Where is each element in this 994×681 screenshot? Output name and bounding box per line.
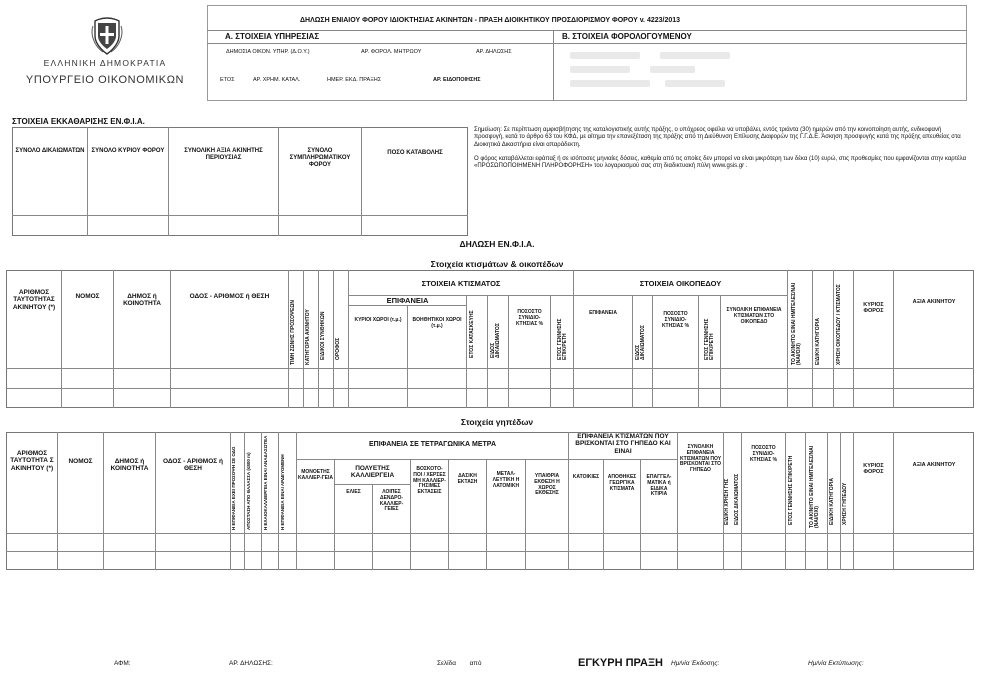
settlement-col-2: ΣΥΝΟΛΟ ΚΥΡΙΟΥ ΦΟΡΟΥ	[91, 148, 165, 154]
b-col-eidikoi: ΕΙΔΙΚΟΙ ΣΥΝΘΗΚΩΝ	[320, 311, 326, 360]
f-col-monoeteis: ΜΟΝΟΕΤΗΣ ΚΑΛΛΙΕΡ-ΓΕΙΑ	[298, 469, 333, 481]
settlement-col-3: ΣΥΝΟΛΙΚΗ ΑΞΙΑ ΑΚΙΝΗΤΗΣ ΠΕΡΙΟΥΣΙΑΣ	[184, 148, 263, 161]
f-col-axia: ΑΞΙΑ ΑΚΙΝΗΤΟΥ	[912, 462, 956, 468]
b-col-odos: ΟΔΟΣ - ΑΡΙΘΜΟΣ ή ΘΕΣΗ	[189, 293, 270, 300]
b-col-axia: ΑΞΙΑ ΑΚΙΝΗΤΟΥ	[912, 299, 956, 305]
f-col-prosopsi: Η ΕΠΙΦΑΝΕΙΑ ΕΧΕΙ ΠΡΟΣΟΨΗ ΣΕ ΟΔΟ	[231, 446, 236, 530]
buildings-subtitle: Στοιχεία κτισμάτων & οικοπέδων	[430, 259, 564, 269]
settlement-col-5: ΠΟΣΟ ΚΑΤΑΒΟΛΗΣ	[387, 150, 443, 156]
f-col-apothikes: ΑΠΟΘΗΚΕΣ ΓΕΩΡΓΙΚΑ ΚΤΙΣΜΑΤΑ	[607, 474, 637, 492]
settlement-col-4: ΣΥΝΟΛΟ ΣΥΜΠΛΗΡΩΜΑΤΙΚΟΥ ΦΟΡΟΥ	[289, 148, 351, 168]
f-col-elies: ΕΛΙΕΣ	[346, 489, 361, 495]
a-row2-field-4: ΑΡ. ΕΙΔΟΠΟΙΗΣΗΣ	[433, 77, 481, 83]
footer-print-date: Ημ/νία Εκτύπωσης:	[808, 660, 864, 667]
b-oikopedou-title: ΣΤΟΙΧΕΙΑ ΟΙΚΟΠΕΔΟΥ	[639, 279, 722, 288]
footer-afm: ΑΦΜ:	[114, 660, 131, 667]
b-col-nomos: ΝΟΜΟΣ	[75, 293, 100, 300]
f-col-anadasotea: Η ΕΛΑΙΟΚΑΛΛΙΕΡΓΕΙΑ ΕΙΝΑΙ ΑΝΑΔΑΣΩΤΕΑ	[263, 435, 268, 530]
f-col-epagg: ΕΠΑΓΓΕΛ-ΜΑΤΙΚΑ ή ΕΙΔΙΚΑ ΚΤΙΡΙΑ	[646, 474, 672, 498]
f-col-eidos-dik: ΕΙΔΟΣ ΔΙΚΑΙΩΜΑΤΟΣ	[734, 473, 740, 525]
footer-page-label: Σελίδα	[437, 660, 456, 667]
f-polyeteis-title: ΠΟΛΥΕΤΗΣ ΚΑΛΛΙΕΡΓΕΙΑ	[350, 465, 395, 480]
emblem-block	[12, 16, 198, 96]
b-o-epif: ΕΠΙΦΑΝΕΙΑ	[589, 310, 617, 316]
a-row1-field-3: ΑΡ. ΔΗΛΩΣΗΣ	[476, 49, 512, 55]
f-col-eidiki-xrisi: ΕΙΔΙΚΗ ΧΡΗΣΗ ΓΗΣ	[724, 478, 730, 525]
b-col-pososto: ΠΟΣΟΣΤΟ ΣΥΝΙΔΙΟ-ΚΤΗΣΙΑΣ %	[515, 309, 544, 327]
b-col-id: ΑΡΙΘΜΟΣ ΤΑΥΤΟΤΗΤΑΣ ΑΚΙΝΗΤΟΥ (*)	[12, 289, 56, 311]
f-col-metal: ΜΕΤΑΛ-ΛΕΥΤΙΚΗ Η ΛΑΤΟΜΙΚΗ	[492, 471, 520, 489]
b-col-timi-zonis: ΤΙΜΗ ΖΩΝΗΣ ΠΡΟΣΟΨΕΩΝ	[290, 299, 296, 365]
f-col-apostasi: ΑΠΟΣΤΑΣΗ ΑΠΟ ΘΑΛΑΣΣΑ (≤800 m)	[246, 452, 251, 530]
b-col-kyrios: ΚΥΡΙΟΣ ΦΟΡΟΣ	[863, 302, 884, 315]
f-col-id: ΑΡΙΘΜΟΣ ΤΑΥΤΟΤΗΤΑ Σ ΑΚΙΝΗΤΟΥ (*)	[10, 450, 54, 472]
b-col-eidos-dik: ΕΙΔΟΣ ΔΙΚΑΙΩΜΑΤΟΣ	[490, 323, 501, 358]
a-row2-field-1: ΕΤΟΣ	[220, 77, 235, 83]
f-col-loipes: ΛΟΙΠΕΣ ΔΕΝΔΡΟ-ΚΑΛΛΙΕΡ-ΓΕΙΕΣ	[379, 489, 404, 513]
section-a-title: Α. ΣΤΟΙΧΕΙΑ ΥΠΗΡΕΣΙΑΣ	[225, 32, 320, 41]
section-b-title: Β. ΣΤΟΙΧΕΙΑ ΦΟΡΟΛΟΓΟΥΜΕΝΟΥ	[562, 32, 692, 41]
f-col-eidiki-kat: ΕΙΔΙΚΗ ΚΑΤΗΓΟΡΙΑ	[829, 477, 835, 525]
footer-page-of: από	[469, 660, 482, 667]
settlement-title: ΣΤΟΙΧΕΙΑ ΕΚΚΑΘΑΡΙΣΗΣ ΕΝ.Φ.Ι.Α.	[12, 117, 145, 126]
payment-note: Ο φόρος καταβάλλεται εφάπαξ ή σε ισόποσες μηνιαίες δόσεις, καθεμία από τις οποίες δεν μπορεί να είναι μικρότερη των δέκα (10) ευρώ, στις προθεσμίες που εμφανίζονται στην καρτέλα «ΠΡΟΣΩΠΟΠΟΙΗΜΕΝΗ ΠΛΗΡΟΦΟΡΗΣΗ» του λογαριασμού σας στη διαδικτυακή πύλη www.gsis.gr .	[474, 156, 967, 170]
a-row2-field-3: ΗΜΕΡ. ΕΚΔ. ΠΡΑΞΗΣ	[327, 77, 382, 83]
form-title: ΔΗΛΩΣΗ ΕΝΙΑΙΟΥ ΦΟΡΟΥ ΙΔΙΟΚΤΗΣΙΑΣ ΑΚΙΝΗΤΩΝ - ΠΡΑΞΗ ΔΙΟΙΚΗΤΙΚΟΥ ΠΡΟΣΔΙΟΡΙΣΜΟΥ ΦΟΡΟΥ v. 4223/2013	[300, 17, 681, 24]
f-col-ardeuomeni: Η ΕΠΙΦΑΝΕΙΑ ΕΙΝΑΙ ΑΡΔΕΥΟΜΕΝΗ	[280, 454, 285, 530]
footer-page	[437, 660, 481, 667]
b-col-xrisi: ΧΡΗΣΗ ΟΙΚΟΠΕΔΟΥ / ΚΤΙΣΜΑΤΟΣ	[836, 284, 842, 365]
f-col-nomos: ΝΟΜΟΣ	[68, 458, 93, 465]
f-epif-tm-title: ΕΠΙΦΑΝΕΙΑ ΣΕ ΤΕΤΡΑΓΩΝΙΚΑ ΜΕΤΡΑ	[368, 441, 497, 448]
fields-subtitle: Στοιχεία γηπέδων	[460, 417, 534, 427]
f-col-etos-genn: ΕΤΟΣ ΓΕΝΝΗΣΗΣ ΕΠΙΚ/ΡΕΤΗ	[788, 455, 794, 525]
b-epifaneia-title: ΕΠΙΦΑΝΕΙΑ	[386, 296, 429, 305]
footer-ar-dilosis: ΑΡ. ΔΗΛΩΣΗΣ:	[229, 660, 273, 667]
emblem-line-1: ΕΛΛΗΝΙΚΗ ΔΗΜΟΚΡΑΤΙΑ	[43, 58, 167, 68]
b-col-dimos: ΔΗΜΟΣ ή ΚΟΙΝΟΤΗΤΑ	[123, 293, 161, 308]
a-row1-field-1: ΔΗΜΟΣΙΑ ΟΙΚΟΝ. ΥΠΗΡ. (Δ.Ο.Υ.)	[226, 49, 310, 55]
b-col-kyrioi: ΚΥΡΙΟΙ ΧΩΡΟΙ (τ.μ.)	[354, 317, 402, 323]
a-row1-field-2: ΑΡ. ΦΟΡΟΛ. ΜΗΤΡΩΟΥ	[361, 49, 422, 55]
b-col-eidiki-kat: ΕΙΔΙΚΗ ΚΑΤΗΓΟΡΙΑ	[815, 317, 821, 365]
f-epif-kt-title: ΕΠΙΦΑΝΕΙΑ ΚΤΙΣΜΑΤΩΝ ΠΟΥ ΒΡΙΣΚΟΝΤΑΙ ΣΤΟ ΓΗΠΕΔΟ ΚΑΙ ΕΙΝΑΙ	[575, 433, 671, 455]
f-col-voskot: ΒΟΣΚΟΤΟ-ΠΟΙ / ΧΕΡΣΕΣ ΜΗ ΚΑΛΛΙΕΡ-ΓΗΣΙΜΕΣ ΕΚΤΑΣΕΙΣ	[413, 466, 446, 495]
b-col-etos-genn: ΕΤΟΣ ΓΕΝΝΗΣΗΣ ΕΠΙΚ/ΡΕΤΗ	[557, 318, 568, 360]
b-o-etos-genn: ΕΤΟΣ ΓΕΝΝΗΣΗΣ ΕΠΙΚ/ΡΕΤΗ	[704, 318, 715, 360]
redacted-taxpayer-data	[570, 52, 640, 59]
emblem-line-2: ΥΠΟΥΡΓΕΙΟ ΟΙΚΟΝΟΜΙΚΩΝ	[25, 74, 185, 86]
footer-valid-act: ΕΓΚΥΡΗ ΠΡΑΞΗ	[578, 657, 663, 669]
declaration-title: ΔΗΛΩΣΗ ΕΝ.Φ.Ι.Α.	[459, 239, 535, 249]
f-col-pososto: ΠΟΣΟΣΤΟ ΣΥΝΙΔΙΟ-ΚΤΗΣΙΑΣ %	[749, 445, 778, 463]
f-col-dasiki: ΔΑΣΙΚΗ ΕΚΤΑΣΗ	[457, 473, 478, 485]
f-col-ypaith: ΥΠΑΙΘΡΙΑ ΕΚΘΕΣΗ Η ΧΩΡΟΣ ΕΚΘΕΣΗΣ	[534, 473, 560, 497]
f-col-synol: ΣΥΝΟΛΙΚΗ ΕΠΙΦΑΝΕΙΑ ΚΤΙΣΜΑΤΩΝ ΠΟΥ ΒΡΙΣΚΟΝΤΑΙ ΣΤΟ ΓΗΠΕΔΟ	[679, 444, 722, 473]
b-col-imiteles: ΤΟ ΑΚΙΝΗΤΟ ΕΙΝΑΙ ΗΜΙΤΕΛΕΣ/ΝΑΙ (ΝΑΙ/ΟΧΙ)	[791, 282, 802, 365]
f-col-kyrios: ΚΥΡΙΟΣ ΦΟΡΟΣ	[863, 463, 884, 476]
b-col-voith: ΒΟΗΘΗΤΙΚΟΙ ΧΩΡΟΙ (τ.μ.)	[412, 317, 462, 329]
f-col-xrisi: ΧΡΗΣΗ ΓΗΠΕΔΟΥ	[842, 482, 848, 525]
b-o-synol: ΣΥΝΟΛΙΚΗ ΕΠΙΦΑΝΕΙΑ ΚΤΙΣΜΑΤΩΝ ΣΤΟ ΟΙΚΟΠΕΔΟ	[726, 307, 782, 325]
f-col-katoikies: ΚΑΤΟΙΚΙΕΣ	[572, 474, 600, 480]
b-col-orofos: ΟΡΟΦΟΣ	[335, 337, 341, 360]
appeal-note: Σημείωση: Σε περίπτωση αμφισβήτησης της καταλογιστικής αυτής πράξης, ο υπόχρεος οφείλει να υποβάλει, εντός τριάντα (30) ημερών από την κοινοποίηση αυτής, ενδικοφανή προσφυγή, κατά το άρθρο 63 του ΚΦΔ, με αίτημα την επανεξέταση της πράξης από τη Διεύθυνση Επίλυσης Διαφορών της Γ.Γ.Δ.Ε. Άσκηση προσφυγής κατά της πράξης απευθείας στα Διοικητικά Δικαστήρια είναι απαράδεκτη.	[474, 127, 961, 148]
f-col-odos: ΟΔΟΣ - ΑΡΙΘΜΟΣ ή ΘΕΣΗ	[163, 458, 223, 473]
b-col-etos-kat: ΕΤΟΣ ΚΑΤΑΣΚΕΥΗΣ	[469, 310, 475, 358]
b-col-katigoria: ΚΑΤΗΓΟΡΙΑ ΑΚΙΝΗΤΟΥ	[305, 309, 311, 365]
b-o-pososto: ΠΟΣΟΣΤΟ ΣΥΝΙΔΙΟ-ΚΤΗΣΙΑΣ %	[661, 311, 690, 329]
f-col-imiteles: ΤΟ ΑΚΙΝΗΤΟ ΕΙΝΑΙ ΗΜΙΤΕΛΕΣ/ΝΑΙ (ΝΑΙ/ΟΧΙ)	[809, 445, 820, 528]
a-row2-field-2: ΑΡ. ΧΡΗΜ. ΚΑΤΑΛ.	[253, 77, 301, 83]
footer-issue-date: Ημ/νία Έκδοσης:	[671, 660, 720, 667]
settlement-col-1: ΣΥΝΟΛΟ ΔΙΚΑΙΩΜΑΤΩΝ	[15, 148, 85, 154]
b-ktismatos-title: ΣΤΟΙΧΕΙΑ ΚΤΙΣΜΑΤΟΣ	[421, 279, 501, 288]
greek-coat-of-arms-icon	[90, 16, 124, 56]
f-col-dimos: ΔΗΜΟΣ ή ΚΟΙΝΟΤΗΤΑ	[110, 458, 149, 473]
b-o-eidos: ΕΙΔΟΣ ΔΙΚΑΙΩΜΑΤΟΣ	[635, 325, 646, 360]
